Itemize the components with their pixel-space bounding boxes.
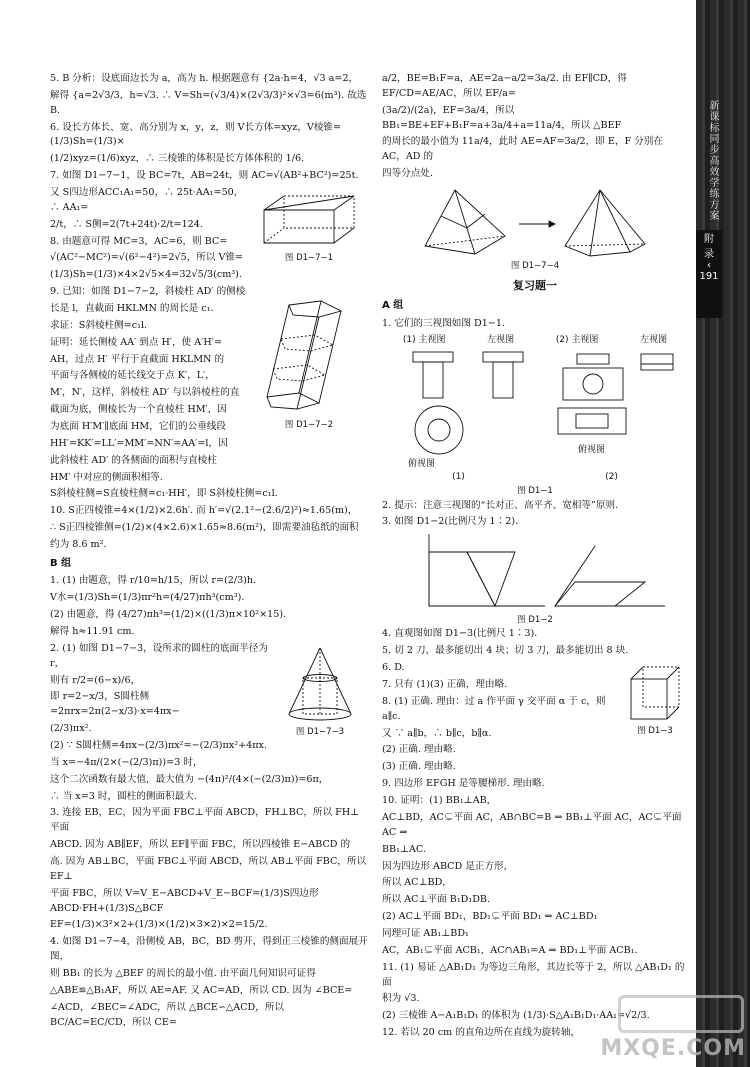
text-line: 2/t，∴ S侧=2(7t+24t)·2/t=124. — [50, 218, 203, 230]
text-line: 8. 由题意可得 MC=3，AC=6，则 BC= — [50, 235, 228, 247]
text-line: 平面 FBC，所以 V=V_E−ABCD+V_E−BCF=(1/3)S四边形ABCD·FH+(1/3)S△BCF — [50, 887, 319, 914]
text-line: 平面与各侧棱的延长线交于点 K′，L′， — [50, 370, 215, 382]
view-label: 左视图 — [640, 334, 668, 345]
text-line: 3. 如图 D1−2(比例尺为 1∶2). — [382, 516, 519, 528]
figure-caption: 图 D1−1 — [517, 486, 553, 497]
text-line: 又 S四边形ACC₁A₁=50，∴ 25t·AA₁=50，∴ AA₁= — [50, 187, 244, 213]
cuboid-diagram — [627, 663, 683, 723]
text-line: AH，过点 H′ 平行于直截面 HKLMN 的 — [50, 353, 225, 365]
text-line: 9. 已知：如图 D1−7−2，斜棱柱 AD′ 的侧棱 — [50, 286, 246, 298]
figure-caption: 图 D1−2 — [517, 615, 553, 626]
text-line: 求证：S斜棱柱侧=c₁l. — [50, 319, 148, 331]
side-margin — [696, 0, 750, 1067]
text-line: 5. B 分析：设底面边长为 a，高为 h. 根据题意有 {2a·h=4，√3 a=2， — [50, 73, 359, 84]
section-heading: B 组 — [50, 557, 72, 569]
figure-d1-7-1 — [250, 186, 368, 285]
text-line: AC⊥BD，AC⊊平面 AC，AB∩BC=B ⇒ BB₁⊥平面 AC，AC⊊平面 AC ⇒ — [382, 811, 682, 838]
view-number: (1) — [452, 472, 465, 483]
text-line: 四等分点处. — [382, 168, 434, 180]
figure-caption: 图 D1−7−1 — [284, 253, 334, 264]
text-line: (2) 由题意，得 (4/27)πh³=(1/2)×((1/3)π×10²×15). — [50, 609, 287, 621]
text-line: M′，N′，这样，斜棱柱 AD′ 与以斜棱柱的直 — [50, 387, 240, 399]
text-line: 10. 证明：(1) BB₁⊥AB， — [382, 795, 497, 807]
text-line: 11. (1) 易证 △AB₁D₁ 为等边三角形，其边长等于 2，所以 △AB₁D₁ 的面 — [382, 961, 685, 988]
oblique-prism-diagram — [259, 297, 359, 417]
text-line: 6. D. — [382, 662, 405, 674]
text-line: 此斜棱柱 AD′ 的各侧面的面积与直棱柱 — [50, 454, 217, 466]
view-label: (2) 主视图 — [555, 334, 599, 345]
text-line: 6. 设长方体长、宽、高分别为 x，y，z，则 V长方体=xyz，V棱锥=(1/3)Sh=(1/3)× — [50, 121, 342, 148]
text-line: 2. 提示：注意三视图的“长对正、高平齐、宽相等”原则. — [382, 499, 619, 511]
text-line: 8. (1) 正确. 理由：过 a 作平面 γ 交平面 α 于 c，则 a∥c. — [382, 695, 606, 722]
text-line: 的周长的最小值为 11a/4，此时 AE=AF=3a/2，即 E，F 分别在 AC，AD 的 — [382, 136, 663, 163]
text-line: 这个二次函数有最大值，最大值为 −(4π)²/(4×(−(2/3)π))=6π， — [50, 773, 329, 785]
prism-diagram — [254, 188, 364, 250]
text-line: (2) AC⊥平面 BD₁，BD₁⊊平面 BD₁ ⇒ AC⊥BD₁ — [382, 911, 598, 923]
page-number: 191 — [699, 271, 719, 282]
text-line: BB₁⊥AC. — [382, 843, 426, 855]
figure-caption: 图 D1−7−4 — [510, 261, 560, 272]
text-line: (3) 正确. 理由略. — [382, 761, 456, 773]
left-column — [50, 72, 368, 1032]
text-line: 10. S正四棱锥=4×(1/2)×2.6h′. 而 h′=√(2.1²−(2.6/2)²)≈1.65(m)， — [50, 505, 358, 517]
text-line: 长是 l，直截面 HKLMN 的周长是 c₁. — [50, 303, 214, 315]
view-label: 俯视图 — [408, 458, 436, 469]
figure-caption: 图 D1−7−3 — [295, 726, 345, 737]
text-line: 则 BB₁ 的长为 △BEF 的周长的最小值. 由平面几何知识可证得 — [50, 968, 316, 980]
text-line: 当 x=−4π/(2×(−(2/3)π))=3 时， — [50, 756, 203, 768]
figure-d1-1 — [382, 334, 688, 499]
text-line: 5. 切 2 刀，最多能切出 4 块；切 3 刀，最多能切出 8 块. — [382, 645, 629, 657]
cone-cylinder-diagram — [285, 644, 355, 724]
text-line: 同理可证 AB₁⊥BD₁ — [382, 927, 469, 939]
text-line: HM′ 中对应的侧面积相等. — [50, 471, 163, 483]
text-line: (2/3)πx². — [50, 723, 92, 735]
text-line: ∴ S正四棱锥侧=(1/2)×(4×2.6)×1.65≈8.6(m²)，即需要油毡纸的面积 — [50, 522, 359, 534]
text-line: 2. (1) 如图 D1−7−3，设所求的圆柱的底面半径为 r， — [50, 642, 268, 669]
text-line: (2) 正确. 理由略. — [382, 744, 456, 756]
tab-char: 录 — [704, 249, 714, 260]
text-line: △ABE≌△B₁AF，所以 AE=AF. 又 AC=AD，所以 CD. 因为 ∠BCE= — [50, 984, 353, 996]
top-view-1 — [409, 404, 469, 458]
figure-caption: 图 D1−3 — [637, 726, 673, 737]
text-line: 因为四边形 ABCD 是正方形， — [382, 860, 514, 872]
text-line: 7. 只有 (1)(3) 正确，理由略. — [382, 679, 508, 691]
text-line: 12. 若以 20 cm 的直角边所在直线为旋转轴， — [382, 1027, 581, 1039]
review-title: 复习题一 — [513, 279, 557, 293]
text-line: S斜棱柱侧=S直棱柱侧=c₁·HH′，即 S斜棱柱侧=c₁l. — [50, 488, 278, 500]
text-line: √(AC²−MC²)=√(6²−4²)=2√5，所以 V锥= — [50, 252, 244, 264]
view-label: (1) 主视图 — [402, 334, 446, 345]
book-title: 新课标同步高效学练方案 — [707, 100, 718, 221]
text-line: 所以 AC⊥平面 B₁D₁DB. — [382, 894, 490, 906]
text-line: (2) ∵ S圆柱侧=4πx−(2/3)πx²=−(2/3)πx²+4πx. — [50, 740, 268, 752]
top-view-2-wrap — [522, 404, 662, 458]
figure-d1-7-3 — [272, 642, 368, 756]
figure-d1-2 — [382, 532, 688, 627]
tab-char: 附 — [704, 234, 714, 245]
text-line: (1/2)xyz=(1/6)xyz，∴ 三棱锥的体积是长方体体积的 1/6. — [50, 153, 305, 165]
block-7 — [50, 186, 368, 285]
text-line: 又 ∵ a∥b，∴ b∥c，b∥α. — [382, 727, 492, 739]
text-line: 积为 √3. — [382, 993, 420, 1005]
text-line: 3. 连接 EB，EC，因为平面 FBC⊥平面 ABCD，FH⊥BC，所以 FH⊥平面 — [50, 807, 360, 834]
text-line: ∴ 当 x=3 时，圆柱的侧面积最大. — [50, 790, 197, 802]
chevron-left-icon: ‹ — [707, 260, 711, 271]
text-line: 4. 直观图如图 D1−3(比例尺 1∶3). — [382, 628, 538, 640]
text-line: V水=(1/3)Sh=(1/3)πr²h=(4/27)πh³(cm³). — [50, 592, 245, 604]
view-label: 俯视图 — [577, 444, 605, 455]
right-column — [382, 72, 688, 1043]
block-9 — [50, 285, 368, 487]
text-line: 1. 它们的三视图如图 D1−1. — [382, 317, 505, 329]
text-line: 即 r=2−x/3，S圆柱侧=2πrx=2π(2−x/3)·x=4πx− — [50, 691, 180, 718]
text-line: 高. 因为 AB⊥BC，平面 FBC⊥平面 ABCD，所以 AB⊥平面 FBC，所以 EF⊥ — [50, 856, 367, 882]
text-line: 所以 AC⊥BD， — [382, 877, 452, 889]
watermark-badge — [618, 995, 744, 1033]
text-line: 则有 r/2=(6−x)/6， — [50, 674, 141, 686]
text-line: (2) 三棱锥 A−A₁B₁D₁ 的体积为 (1/3)·S△A₁B₁D₁·AA₁=√2/3. — [382, 1010, 650, 1022]
text-line: 截面为底，侧棱长为一个直棱柱 HM′，因 — [50, 404, 227, 416]
text-line: ABCD. 因为 AB∥EF，所以 EF∥平面 FBC，所以四棱锥 E−ABCD 的 — [50, 839, 351, 851]
top-view-2 — [552, 404, 632, 438]
text-line: (3a/2)/(2a)，EF=3a/4，所以 BB₁=BE+EF+B₁F=a+3a/4+a=11a/4，所以 △BEF — [382, 104, 622, 131]
text-line: 9. 四边形 EFGH 是等腰梯形. 理由略. — [382, 778, 545, 790]
text-line: ∠ACD，∠BEC=∠ADC，所以 △BCE∽△ACD，所以 BC/AC=EC/CD，所以 CE= — [50, 1001, 285, 1028]
text-line: a/2，BE=B₁F=a，AE=2a−a/2=3a/2. 由 EF∥CD，得 EF/CD=AE/AC，所以 EF/a= — [382, 73, 627, 99]
text-line: 约为 8.6 m². — [50, 539, 107, 551]
three-views-row1 — [385, 350, 685, 402]
text-line: 7. 如图 D1−7−1，设 BC=7t，AB=24t，则 AC=√(AB²+BC²)=25t. — [50, 170, 359, 182]
figure-d1-7-4 — [382, 186, 688, 273]
text-line: 1. (1) 由题意，得 r/10=h/15，所以 r=(2/3)h. — [50, 575, 257, 587]
block-6-8 — [382, 661, 688, 777]
figure-caption: 图 D1−7−2 — [284, 420, 334, 431]
section-heading: A 组 — [382, 300, 404, 312]
view-label: 左视图 — [487, 334, 515, 345]
oblique-drawing-diagram — [395, 532, 675, 612]
block-b2 — [50, 642, 368, 756]
block-b4 — [382, 72, 688, 184]
text-line: 为底面 H′M′∥底面 HM，它们的公垂线段 — [50, 421, 226, 433]
figure-d1-3 — [622, 661, 688, 777]
text-line: EF=(1/3)×3²×2+(1/3)×(1/2)×3×2)×2=15/2. — [50, 919, 268, 931]
text-line: 证明：延长侧棱 AA′ 到点 H′，使 A′H′= — [50, 336, 222, 348]
text-line: AC，AB₁⊊平面 ACB₁，AC∩AB₁=A ⇒ BD₁⊥平面 ACB₁. — [382, 944, 638, 956]
watermark: MXQE.COM — [600, 1036, 746, 1061]
text-line: 解得 h≈11.91 cm. — [50, 626, 135, 637]
text-line: 解得 {a=2√3/3，h=√3. ∴ V=Sh=(√3/4)×(2√3/3)²×√3=6(m³). 故选 B. — [50, 89, 367, 116]
text-line: 4. 如图 D1−7−4，沿侧棱 AB，BC，BD 剪开，得到正三棱锥的侧面展开图， — [50, 936, 368, 963]
text-line: (1/3)Sh=(1/3)×4×2√5×4=32√5/3(cm³). — [50, 269, 242, 281]
figure-d1-7-2 — [250, 285, 368, 487]
appendix-tab — [696, 230, 722, 318]
tetrahedron-net-diagram — [415, 186, 655, 258]
view-number: (2) — [605, 472, 618, 483]
text-line: HH′=KK′=LL′=MM′=NN′=AA′=l，因 — [50, 437, 228, 449]
